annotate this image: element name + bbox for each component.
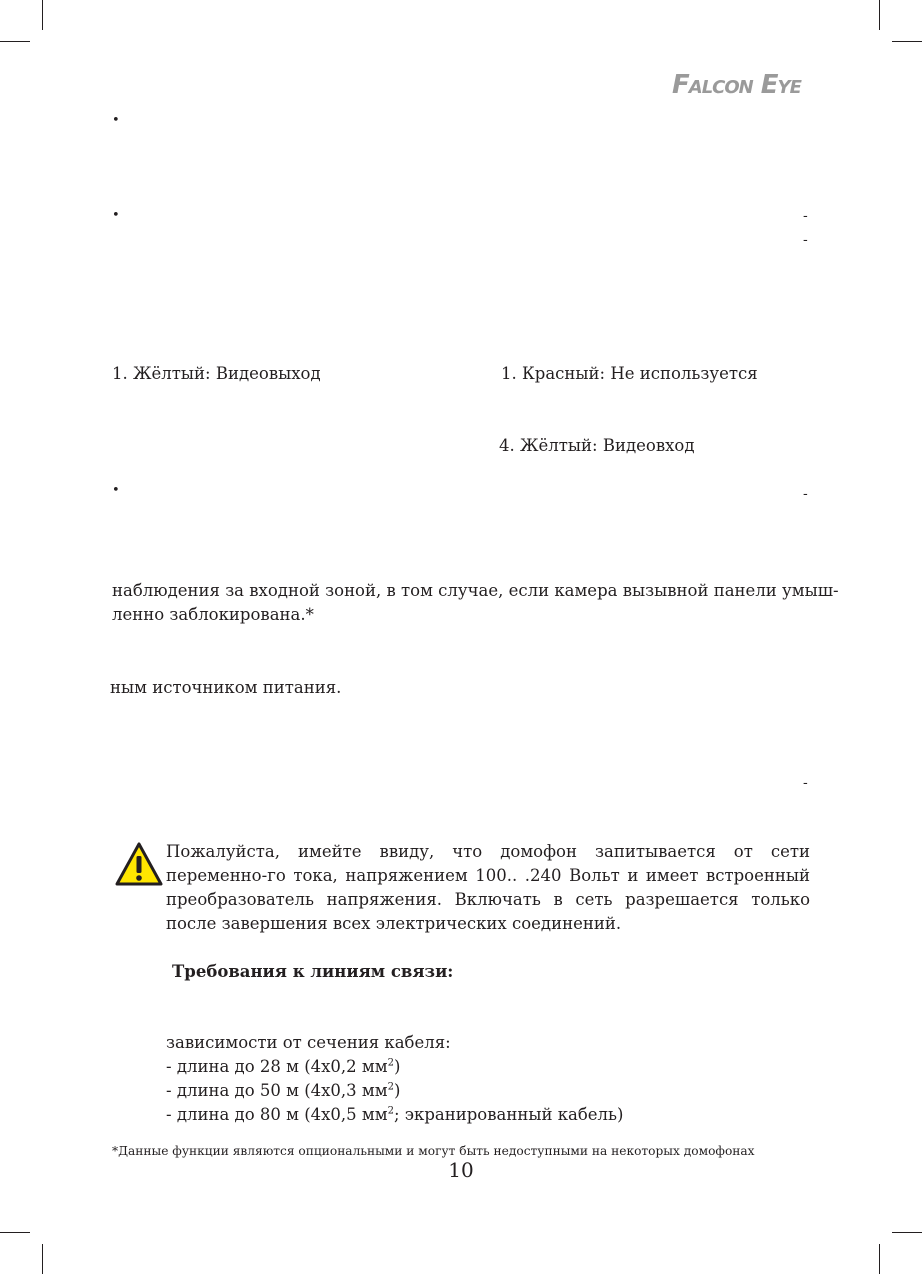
paragraph-line: ным источником питания.: [110, 678, 342, 697]
cable-length-tail: ): [393, 1057, 401, 1076]
warning-text: Пожалуйста, имейте ввиду, что домофон запитывается от сети переменно-го тока, напряжением 100.. .240 Вольт и имеет встроенный преобразователь напряжения. Включать в сеть разрешается только после завершения всех электрических соединений.: [166, 842, 810, 933]
paragraph-line: ленно заблокирована.*: [112, 605, 314, 624]
cable-length-tail: ; экранированный кабель): [393, 1105, 624, 1124]
crop-mark: [0, 1232, 30, 1233]
bullet-marker: •: [112, 113, 120, 128]
line-break-hyphen: -: [803, 486, 808, 502]
paragraph-line: наблюдения за входной зоной, в том случае, если камера вызывной панели умыш-: [112, 581, 839, 600]
line-break-hyphen: -: [803, 208, 808, 224]
cable-length-item: [166, 1055, 400, 1079]
cable-length-item: [166, 1103, 623, 1127]
crop-mark: [879, 0, 880, 30]
cable-length-text: - длина до 28 м (4х0,2 мм: [166, 1057, 388, 1076]
superscript: 2: [387, 1081, 394, 1093]
warning-triangle-icon: [115, 842, 163, 886]
connector-item: 1. Красный: Не используется: [501, 364, 758, 383]
bullet-marker: •: [112, 483, 120, 498]
page-number: 10: [448, 1158, 474, 1182]
crop-mark: [42, 0, 43, 30]
superscript: 2: [387, 1105, 394, 1117]
line-break-hyphen: -: [803, 775, 808, 791]
section-heading: Требования к линиям связи:: [172, 962, 454, 981]
cable-length-tail: ): [393, 1081, 401, 1100]
connector-item: 1. Жёлтый: Видеовыход: [112, 364, 321, 383]
line-break-hyphen: -: [803, 232, 808, 248]
connector-item: 4. Жёлтый: Видеовход: [499, 436, 695, 455]
bullet-marker: •: [112, 208, 120, 223]
crop-mark: [42, 1244, 43, 1274]
brand-logo: Falcon Eye: [672, 70, 801, 100]
footnote: *Данные функции являются опциональными и могут быть недоступными на некоторых домофонах: [112, 1144, 755, 1158]
cable-length-item: [166, 1079, 400, 1103]
crop-mark: [892, 1232, 922, 1233]
crop-mark: [892, 41, 922, 42]
cable-length-text: - длина до 80 м (4х0,5 мм: [166, 1105, 388, 1124]
paragraph-line: зависимости от сечения кабеля:: [166, 1033, 451, 1052]
superscript: 2: [387, 1057, 394, 1069]
crop-mark: [0, 41, 30, 42]
cable-length-text: - длина до 50 м (4х0,3 мм: [166, 1081, 388, 1100]
crop-mark: [879, 1244, 880, 1274]
